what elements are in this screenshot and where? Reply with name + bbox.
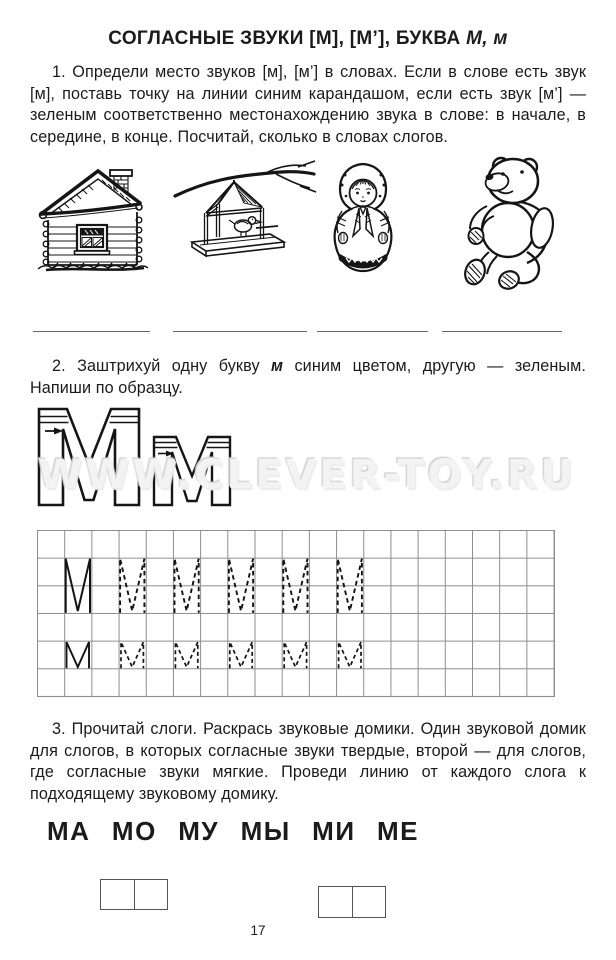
task3-text: 3. Прочитай слоги. Раскрась звуковые домики. Один звуковой домик для слогов, в которых согласные звуки твердые, второй — для слогов, где согласные звуки мягкие. Проведи линию от каждого слога к подходящему звуковому домику. [30,720,586,803]
grid-practice-letters [37,530,554,696]
sound-house-2-cell-2 [353,887,386,917]
sound-house-2-cell-1 [319,887,353,917]
solid-lowercase-m [67,642,90,668]
dashed-uppercase-m-row [120,559,362,613]
page-title-letters: М, м [466,28,508,49]
writing-grid [37,530,555,697]
matryoshka-icon [329,162,397,274]
task2-letter: м [271,357,284,375]
syllable-mo: МО [111,816,157,846]
syllables-row [47,816,419,847]
syllable-my: МЫ [240,816,291,846]
dashed-lowercase-m-row [121,642,361,668]
answer-line-4 [442,331,562,332]
sound-house-1-cell-1 [101,880,135,909]
syllable-ma: МА [47,816,91,846]
syllable-me: МЕ [377,816,419,846]
solid-uppercase-m [66,559,90,613]
syllable-mu: МУ [178,816,220,846]
page-number: 17 [250,923,266,938]
sound-house-1-cell-2 [135,880,168,909]
page-title-text: СОГЛАСНЫЕ ЗВУКИ [М], [М’], БУКВА [108,28,467,49]
task2-post: синим цветом, другую — зеленым. Напиши по образцу. [30,357,586,397]
answer-line-3 [317,331,428,332]
teddy-bear-icon [461,156,556,294]
picture-matryoshka [329,162,397,274]
sound-house-1 [100,879,168,910]
task2-pre: 2. Заштрихуй одну букву [52,357,272,375]
log-house-icon [36,163,151,275]
picture-teddy-bear [461,156,556,294]
sound-house-2 [318,886,386,918]
watermark: WWW.CLEVER-TOY.RU [38,452,576,498]
task2-text [30,356,586,399]
bird-feeder-icon [148,158,318,258]
picture-bird-feeder [148,158,318,258]
picture-log-house [36,163,151,275]
answer-line-1 [33,331,150,332]
answer-line-2 [173,331,307,332]
task1-text: 1. Определи место звуков [м], [м’] в словах. Если в слове есть звук [м], поставь точку на линии синим карандашом, если есть звук [м’] — зеленым соответственно местонахождению звука в слове: в начале, в середине, в конце. Посчитай, сколько в словах слогов. [30,63,586,146]
page-title [0,28,616,50]
syllable-mi: МИ [312,816,356,846]
